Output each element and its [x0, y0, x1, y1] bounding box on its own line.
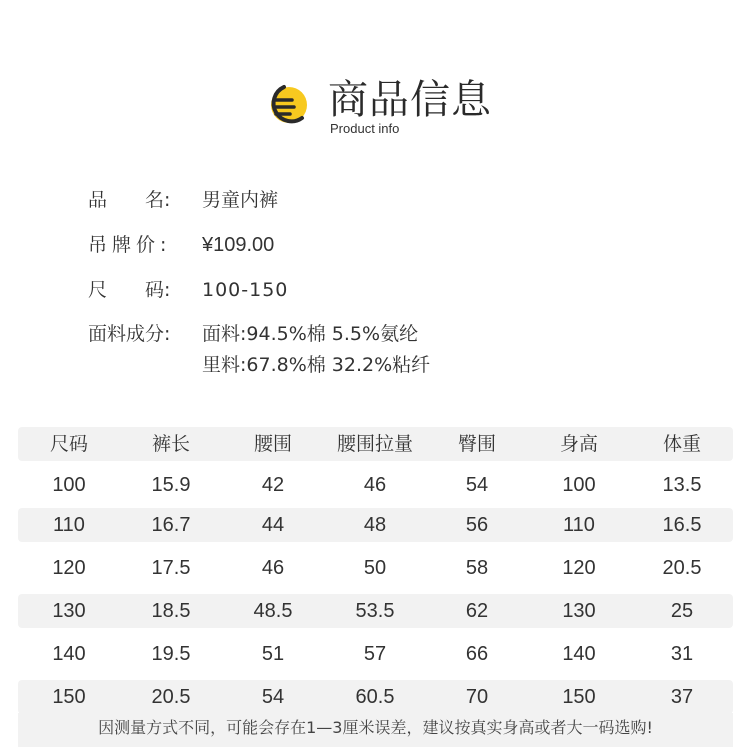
info-label-fabric [88, 318, 188, 350]
document-lines-icon [262, 82, 314, 128]
table-cell: 44 [261, 514, 285, 536]
table-cell: 140 [52, 643, 86, 665]
info-value-fabric-1: 面料:94.5%棉 5.5%氨纶 [202, 323, 419, 345]
table-row [18, 508, 733, 542]
table-cell: 46 [261, 557, 285, 579]
table-cell: 50 [363, 557, 387, 579]
table-cell: 19.5 [151, 643, 191, 665]
info-row-name [88, 184, 648, 216]
table-header-cell: 体重 [662, 433, 701, 455]
table-cell: 62 [465, 600, 489, 622]
table-header-cell: 裤长 [151, 433, 190, 455]
info-value-fabric-2: 里料:67.8%棉 32.2%粘纤 [202, 354, 431, 376]
table-header-row [18, 427, 733, 461]
table-cell: 130 [52, 600, 86, 622]
table-cell: 58 [465, 557, 489, 579]
table-cell: 70 [465, 686, 489, 708]
table-cell: 17.5 [151, 557, 191, 579]
label-text: 面料成分 [88, 323, 165, 345]
table-cell: 54 [465, 474, 489, 496]
table-cell: 13.5 [662, 474, 702, 496]
table-cell: 48.5 [253, 600, 293, 622]
table-cell: 16.7 [151, 514, 191, 536]
info-label-price [88, 229, 188, 261]
info-row-size [88, 274, 648, 306]
table-row [18, 637, 733, 671]
table-cell: 18.5 [151, 600, 191, 622]
info-row-fabric-2 [88, 349, 648, 381]
table-header-cell: 臀围 [457, 433, 496, 455]
table-header-cell: 尺码 [49, 433, 88, 455]
table-cell: 16.5 [662, 514, 702, 536]
label-colon: : [160, 234, 172, 256]
table-cell: 150 [562, 686, 596, 708]
table-header-cell: 身高 [559, 433, 598, 455]
page-title: 商品信息 [328, 77, 492, 123]
table-cell: 100 [52, 474, 86, 496]
table-cell: 56 [465, 514, 489, 536]
table-cell: 60.5 [355, 686, 395, 708]
label-char: 品 [88, 189, 108, 211]
table-cell: 42 [261, 474, 285, 496]
product-info-header [262, 76, 522, 140]
table-header-cell: 腰围拉量 [336, 433, 413, 455]
table-cell: 15.9 [151, 474, 191, 496]
table-cell: 31 [670, 643, 694, 665]
table-cell: 54 [261, 686, 285, 708]
label-colon: : [164, 279, 171, 301]
table-cell: 20.5 [662, 557, 702, 579]
table-cell: 110 [563, 514, 595, 536]
table-cell: 46 [363, 474, 387, 496]
measurement-note-text: 因测量方式不同，可能会存在1—3厘米误差，建议按真实身高或者大一码选购! [98, 718, 653, 737]
info-label-name [88, 184, 188, 216]
info-value-price: ¥109.00 [202, 234, 275, 256]
info-value-name: 男童内裤 [202, 189, 279, 211]
table-cell: 120 [52, 557, 86, 579]
info-row-fabric [88, 318, 648, 350]
table-row [18, 680, 733, 714]
table-cell: 110 [53, 514, 85, 536]
info-label-size [88, 274, 188, 306]
label-char: 码 [145, 279, 165, 301]
table-cell: 25 [670, 600, 694, 622]
table-cell: 48 [363, 514, 387, 536]
table-cell: 57 [363, 643, 387, 665]
table-cell: 130 [562, 600, 596, 622]
table-row [18, 468, 733, 502]
label-colon: : [164, 323, 171, 345]
table-cell: 37 [670, 686, 694, 708]
table-cell: 66 [465, 643, 489, 665]
table-cell: 120 [562, 557, 596, 579]
measurement-note [18, 713, 733, 747]
table-cell: 140 [562, 643, 596, 665]
table-cell: 53.5 [355, 600, 395, 622]
table-row [18, 551, 733, 585]
info-row-price [88, 229, 648, 261]
table-cell: 150 [52, 686, 86, 708]
label-char: 尺 [88, 279, 108, 301]
page-subtitle: Product info [330, 121, 400, 136]
table-cell: 20.5 [151, 686, 191, 708]
info-value-size: 100-150 [202, 279, 289, 301]
label-char: 名 [145, 189, 165, 211]
label-colon: : [164, 189, 171, 211]
table-row [18, 594, 733, 628]
table-cell: 100 [562, 474, 596, 496]
table-cell: 51 [261, 643, 285, 665]
label-text: 吊牌价 [88, 234, 161, 256]
table-header-cell: 腰围 [253, 433, 292, 455]
